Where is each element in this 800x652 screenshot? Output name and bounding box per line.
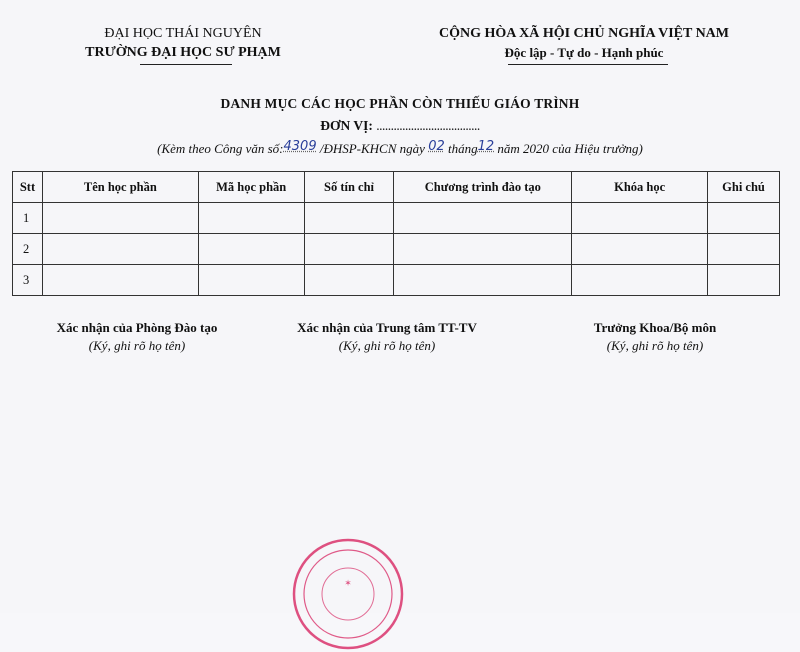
cell-course-name	[42, 234, 198, 265]
cell-course-name	[42, 265, 198, 296]
signature-note: (Ký, ghi rõ họ tên)	[88, 338, 186, 353]
header-left-underline	[140, 64, 232, 65]
col-header-stt: Stt	[13, 172, 43, 203]
col-header-cohort: Khóa học	[572, 172, 708, 203]
attachment-prefix: (Kèm theo Công văn số:	[157, 141, 284, 156]
official-stamp	[290, 536, 406, 652]
row-stt: 3	[13, 265, 43, 296]
cell-course-code	[198, 203, 304, 234]
header-right	[430, 24, 738, 62]
cell-program	[394, 265, 572, 296]
table-row	[13, 203, 780, 234]
header-right-underline	[508, 64, 668, 65]
cell-cohort	[572, 203, 708, 234]
table-row	[13, 234, 780, 265]
signature-training-office	[22, 319, 252, 355]
row-stt: 1	[13, 203, 43, 234]
month-label: tháng	[447, 141, 478, 156]
doc-number-handwritten: 4309	[283, 139, 317, 154]
school-name: TRƯỜNG ĐẠI HỌC SƯ PHẠM	[85, 45, 281, 60]
cell-credits	[304, 234, 394, 265]
national-motto: Độc lập - Tự do - Hạnh phúc	[504, 45, 664, 60]
cell-cohort	[572, 234, 708, 265]
university-name: ĐẠI HỌC THÁI NGUYÊN	[104, 26, 262, 41]
signature-library-center	[272, 319, 502, 355]
signature-role: Xác nhận của Phòng Đào tạo	[56, 320, 218, 335]
col-header-course-code: Mã học phần	[198, 172, 304, 203]
cell-credits	[304, 265, 394, 296]
cell-cohort	[572, 265, 708, 296]
cell-course-code	[198, 234, 304, 265]
month-handwritten: 12	[477, 139, 495, 154]
country-name: CỘNG HÒA XÃ HỘI CHỦ NGHĨA VIỆT NAM	[438, 26, 729, 41]
signature-note: (Ký, ghi rõ họ tên)	[606, 338, 704, 353]
unit-blank: ....................................	[376, 118, 480, 133]
attachment-suffix: năm 2020 của Hiệu trưởng)	[497, 141, 643, 156]
col-header-course-name: Tên học phần	[42, 172, 198, 203]
row-stt: 2	[13, 234, 43, 265]
cell-notes	[708, 234, 780, 265]
attachment-line	[0, 141, 800, 157]
day-handwritten: 02	[428, 139, 445, 154]
attachment-mid: /ĐHSP-KHCN ngày	[319, 141, 425, 156]
table-row	[13, 265, 780, 296]
cell-notes	[708, 203, 780, 234]
table-header-row	[13, 172, 780, 203]
signature-role: Trưởng Khoa/Bộ môn	[593, 320, 717, 335]
signature-faculty-head	[540, 319, 770, 355]
col-header-program: Chương trình đào tạo	[394, 172, 572, 203]
header-left	[78, 24, 288, 62]
col-header-notes: Ghi chú	[708, 172, 780, 203]
cell-program	[394, 234, 572, 265]
document-title: DANH MỤC CÁC HỌC PHẦN CÒN THIẾU GIÁO TRÌNH	[220, 96, 580, 111]
col-header-credits: Số tín chỉ	[304, 172, 394, 203]
cell-credits	[304, 203, 394, 234]
cell-course-name	[42, 203, 198, 234]
svg-text:✶: ✶	[344, 579, 352, 589]
cell-program	[394, 203, 572, 234]
cell-notes	[708, 265, 780, 296]
unit-line	[0, 118, 800, 134]
unit-label: ĐƠN VỊ:	[320, 118, 373, 133]
cell-course-code	[198, 265, 304, 296]
signature-note: (Ký, ghi rõ họ tên)	[338, 338, 436, 353]
signature-role: Xác nhận của Trung tâm TT-TV	[297, 320, 477, 335]
course-table	[12, 171, 780, 296]
